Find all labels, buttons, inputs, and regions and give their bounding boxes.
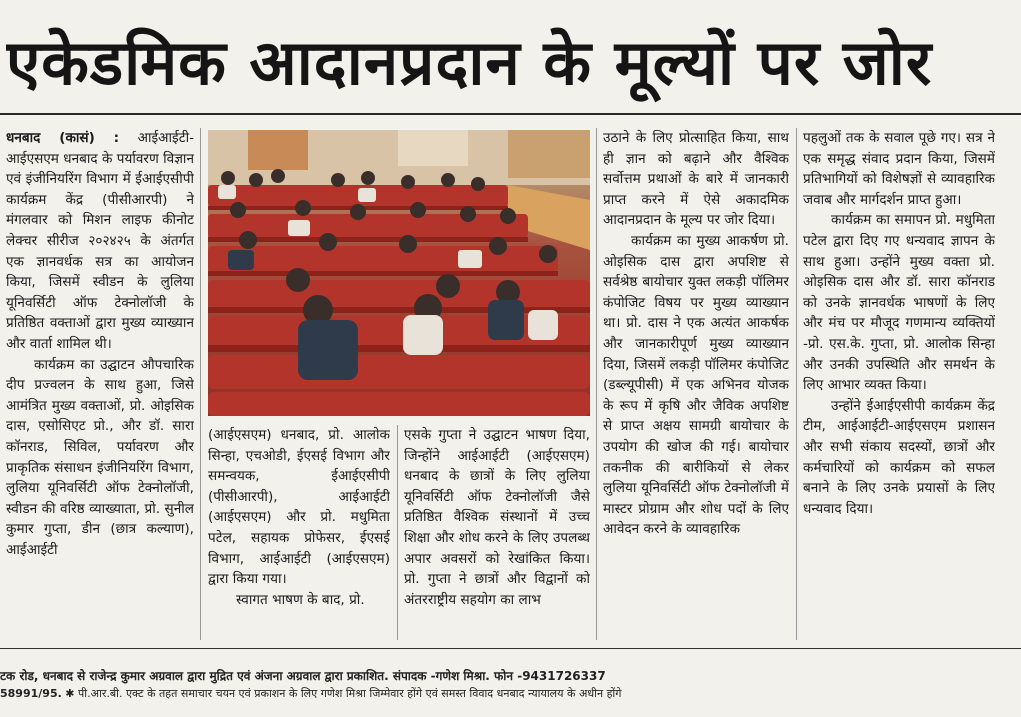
- article-column-2: [208, 425, 390, 640]
- event-photo: [208, 130, 590, 416]
- column-1-paragraph-2: कार्यक्रम का उद्घाटन औपचारिक दीप प्रज्वलन के साथ हुआ, जिसे आमंत्रित मुख्य वक्ताओं, प्रो. ओइसिक दास, एसोसिएट प्रो., और डॉ. सारा कॉनराड, सिविल, पर्यावरण और प्राकृतिक संसाधन इंजीनियरिंग विभाग, लुलिया यूनिवर्सिटी ऑफ टेक्नोलॉजी, स्वीडन की वरिष्ठ व्याख्याता, प्रो. सुनील कुमार गुप्ता, डीन (छात्र कल्याण), आईआईटी: [6, 356, 194, 558]
- column-3-paragraph-1: एसके गुप्ता ने उद्घाटन भाषण दिया, जिन्होंने आईआईटी (आईएसएम) धनबाद के छात्रों के लिए लुलिया यूनिवर्सिटी ऑफ टेक्नोलॉजी जैसे प्रतिष्ठित वैश्विक संस्थानों में उच्च शिक्षा और शोध करने के लिए उपलब्ध अपार अवसरों को रेखांकित किया। प्रो. गुप्ता ने छात्रों और विद्वानों को अंतरराष्ट्रीय सहयोग का लाभ: [404, 427, 590, 608]
- column-divider: [796, 128, 797, 640]
- registration-number: 58991/95.: [0, 687, 62, 700]
- prb-act-notice: ✱ पी.आर.बी. एक्ट के तहत समाचार चयन एवं प्रकाशन के लिए गणेश मिश्रा जिम्मेवार होंगे एवं समस्त विवाद धनबाद न्यायालय के अधीन होंगे: [65, 687, 622, 700]
- article-column-5: [803, 128, 995, 640]
- article-column-1: [6, 128, 194, 640]
- article-column-4: [603, 128, 789, 640]
- footer-rule: [0, 648, 1021, 649]
- column-4-paragraph-1: उठाने के लिए प्रोत्साहित किया, साथ ही ज्ञान को बढ़ाने और वैश्विक सर्वोत्तम प्रथाओं के बारे में जानकारी प्राप्त करने में ऐसे अकादमिक आदानप्रदान के मूल्य पर जोर दिया।: [603, 130, 789, 229]
- column-2-paragraph-2: स्वागत भाषण के बाद, प्रो.: [236, 591, 365, 608]
- column-4-paragraph-2: कार्यक्रम का मुख्य आकर्षण प्रो. ओइसिक दास द्वारा अपशिष्ट से सर्वश्रेष्ठ बायोचार युक्त लकड़ी पॉलिमर कंपोजिट विषय पर मुख्य व्याख्यान था। प्रो. दास ने एक अत्यंत आकर्षक और जानकारीपूर्ण मुख्य व्याख्यान दिया, जिसमें लकड़ी पॉलिमर कंपोजिट (डब्ल्यूपीसी) में एक अभिनव योजक के रूप में कृषि और जैविक अपशिष्ट से प्राप्त अक्षय सामग्री बायोचार के उपयोग की खोज की गई। बायोचार तकनीक की बारीकियों से लेकर लुलिया यूनिवर्सिटी ऑफ टेक्नोलॉजी में मास्टर प्रोग्राम और शोध पदों के लिए आवेदन करने के व्यावहारिक: [603, 232, 789, 538]
- column-1-text-1: आईआईटी-आईएसएम धनबाद के पर्यावरण विज्ञान एवं इंजीनियरिंग विभाग में ईआईएसीपी कार्यक्रम केंद्र (पीसीआरपी) ने मंगलवार को मिशन लाइफ कीनोट लेक्चर सीरीज २०२४२५ के अंतर्गत एक ज्ञानवर्धक सत्र का आयोजन किया, जिसमें स्वीडन के लुलिया यूनिवर्सिटी ऑफ टेक्नोलॉजी के प्रतिष्ठित वक्ताओं द्वारा मुख्य व्याख्यान और वार्ता शामिल थी।: [6, 130, 194, 352]
- column-5-paragraph-1: पहलुओं तक के सवाल पूछे गए। सत्र ने एक समृद्ध संवाद प्रदान किया, जिसमें प्रतिभागियों को विशेषज्ञों से व्यावहारिक जवाब और मार्गदर्शन प्राप्त हुआ।: [803, 130, 995, 208]
- column-5-paragraph-3: उन्होंने ईआईएसीपी कार्यक्रम केंद्र टीम, आईआईटी-आईएसएम प्रशासन और सभी संकाय सदस्यों, छात्रों और कर्मचारियों को कार्यक्रम को सफल बनाने के लिए उनके प्रयासों के लिए धन्यवाद दिया।: [803, 397, 995, 517]
- column-5-paragraph-2: कार्यक्रम का समापन प्रो. मधुमिता पटेल द्वारा दिए गए धन्यवाद ज्ञापन के साथ हुआ। उन्होंने मुख्य वक्ता प्रो. ओइसिक दास और डॉ. सारा कॉनराड को उनके ज्ञानवर्धक भाषणों के लिए और मंच पर मौजूद गणमान्य व्यक्तियों -प्रो. एस.के. गुप्ता, प्रो. आलोक सिन्हा और उनकी उपस्थिति और समर्थन के लिए आभार व्यक्त किया।: [803, 212, 995, 394]
- dateline: धनबाद (कासं) :: [6, 130, 120, 146]
- headline: एकेडमिक आदानप्रदान के मूल्यों पर जोर: [6, 26, 933, 99]
- auditorium-illustration: [208, 130, 590, 416]
- column-2-paragraph-1: (आईएसएम) धनबाद, प्रो. आलोक सिन्हा, एचओडी, ईएसई विभाग और समन्वयक, ईआईएसीपी (पीसीआरपी), आईआईटी (आईएसएम) और प्रो. मधुमिता पटेल, सहायक प्रोफेसर, ईएसई विभाग, आईआईटी (आईएसएम) द्वारा किया गया।: [208, 427, 390, 588]
- headline-rule: [0, 113, 1021, 115]
- column-1-paragraph-1: [6, 128, 194, 355]
- column-divider: [596, 128, 597, 640]
- article-column-3: [404, 425, 590, 640]
- registration-line: [0, 686, 1010, 701]
- imprint-line: टक रोड, धनबाद से राजेन्द्र कुमार अग्रवाल द्वारा मुद्रित एवं अंजना अग्रवाल द्वारा प्रकाशित. संपादक -गणेश मिश्रा. फोन -9431726337: [0, 669, 606, 683]
- column-divider: [200, 128, 201, 640]
- column-divider: [397, 425, 398, 640]
